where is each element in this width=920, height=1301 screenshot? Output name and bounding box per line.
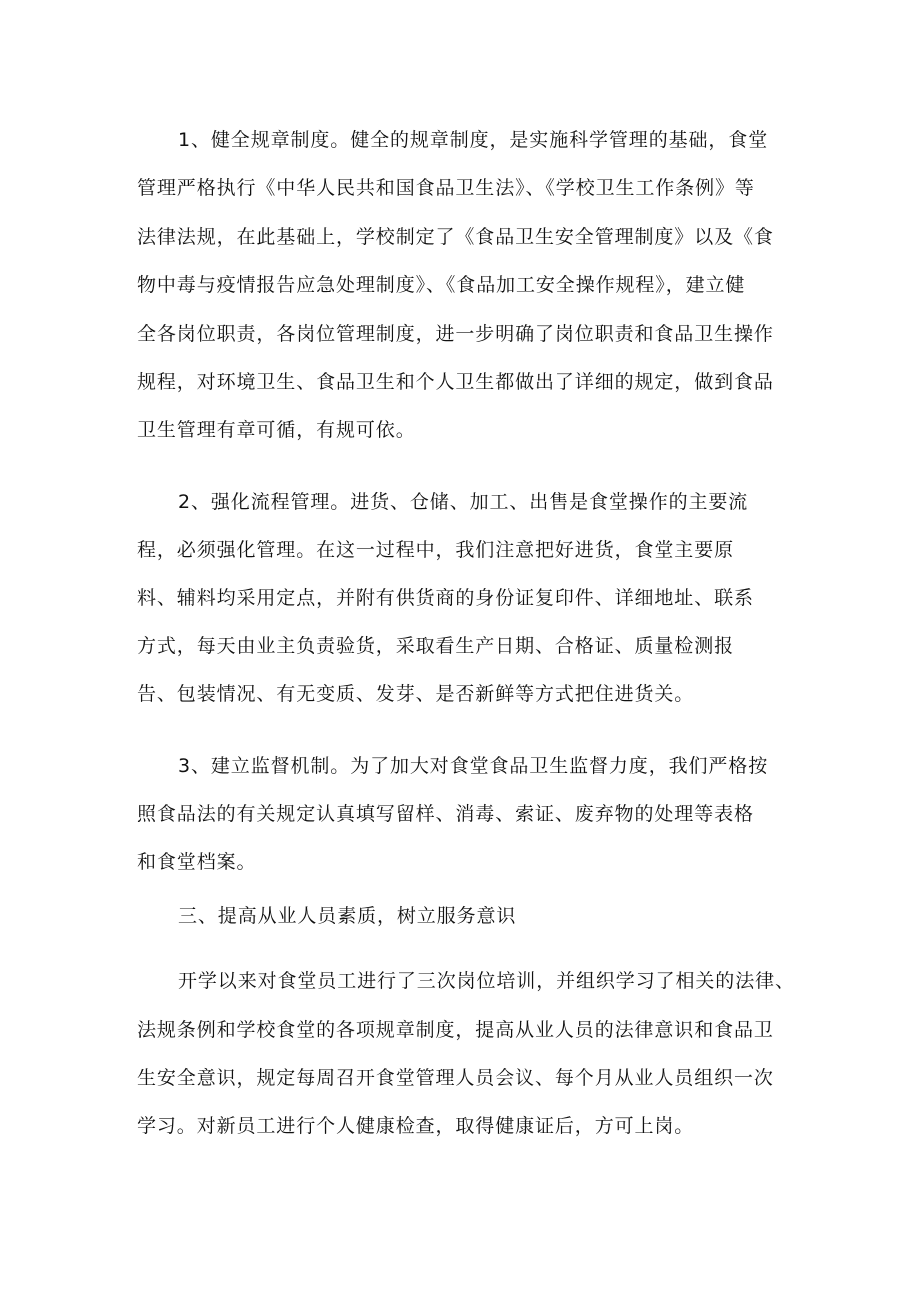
closing-line-1: 开学以来对食堂员工进行了三次岗位培训，并组织学习了相关的法律、 — [178, 970, 795, 992]
section1-line-5: 全各岗位职责，各岗位管理制度，进一步明确了岗位职责和食品卫生操作 — [137, 323, 774, 345]
closing-line-2: 法规条例和学校食堂的各项规章制度，提高从业人员的法律意识和食品卫 — [137, 1019, 774, 1041]
section3-line-2: 照食品法的有关规定认真填写留样、消毒、索证、废弃物的处理等表格 — [137, 803, 754, 825]
section2-line-1: 2、强化流程管理。进货、仓储、加工、出售是食堂操作的主要流 — [178, 491, 749, 513]
section1-line-4: 物中毒与疫情报告应急处理制度》、《食品加工安全操作规程》，建立健 — [137, 274, 746, 296]
section2-line-5: 告、包装情况、有无变质、发芽、是否新鲜等方式把住进货关。 — [137, 683, 695, 705]
section1-line-2: 管理严格执行《中华人民共和国食品卫生法》、《学校卫生工作条例》等 — [137, 177, 755, 199]
section2-number: 2 — [178, 491, 191, 513]
section3-number: 3 — [178, 755, 191, 777]
closing-line-3: 生安全意识，规定每周召开食堂管理人员会议、每个月从业人员组织一次 — [137, 1067, 774, 1089]
section3-line-1: 3、建立监督机制。为了加大对食堂食品卫生监督力度，我们严格按 — [178, 755, 769, 777]
section1-line-6: 规程，对环境卫生、食品卫生和个人卫生都做出了详细的规定，做到食品 — [137, 371, 774, 393]
section2-line-2: 程，必须强化管理。在这一过程中，我们注意把好进货，食堂主要原 — [137, 539, 735, 561]
closing-line-4: 学习。对新员工进行个人健康检查，取得健康证后，方可上岗。 — [137, 1115, 695, 1137]
section2-line-4: 方式，每天由业主负责验货，采取看生产日期、合格证、质量检测报 — [137, 635, 735, 657]
section1-number: 1 — [178, 129, 191, 151]
section1-line-3: 法律法规，在此基础上，学校制定了《食品卫生安全管理制度》以及《食 — [137, 226, 774, 248]
section1-line-7: 卫生管理有章可循，有规可依。 — [137, 419, 416, 441]
section-heading: 三、提高从业人员素质，树立服务意识 — [178, 905, 517, 927]
section2-line-3: 料、辅料均采用定点，并附有供货商的身份证复印件、详细地址、联系 — [137, 587, 754, 609]
section3-line-3: 和食堂档案。 — [137, 851, 257, 873]
section1-line-1: 1、健全规章制度。健全的规章制度，是实施科学管理的基础，食堂 — [178, 129, 769, 151]
